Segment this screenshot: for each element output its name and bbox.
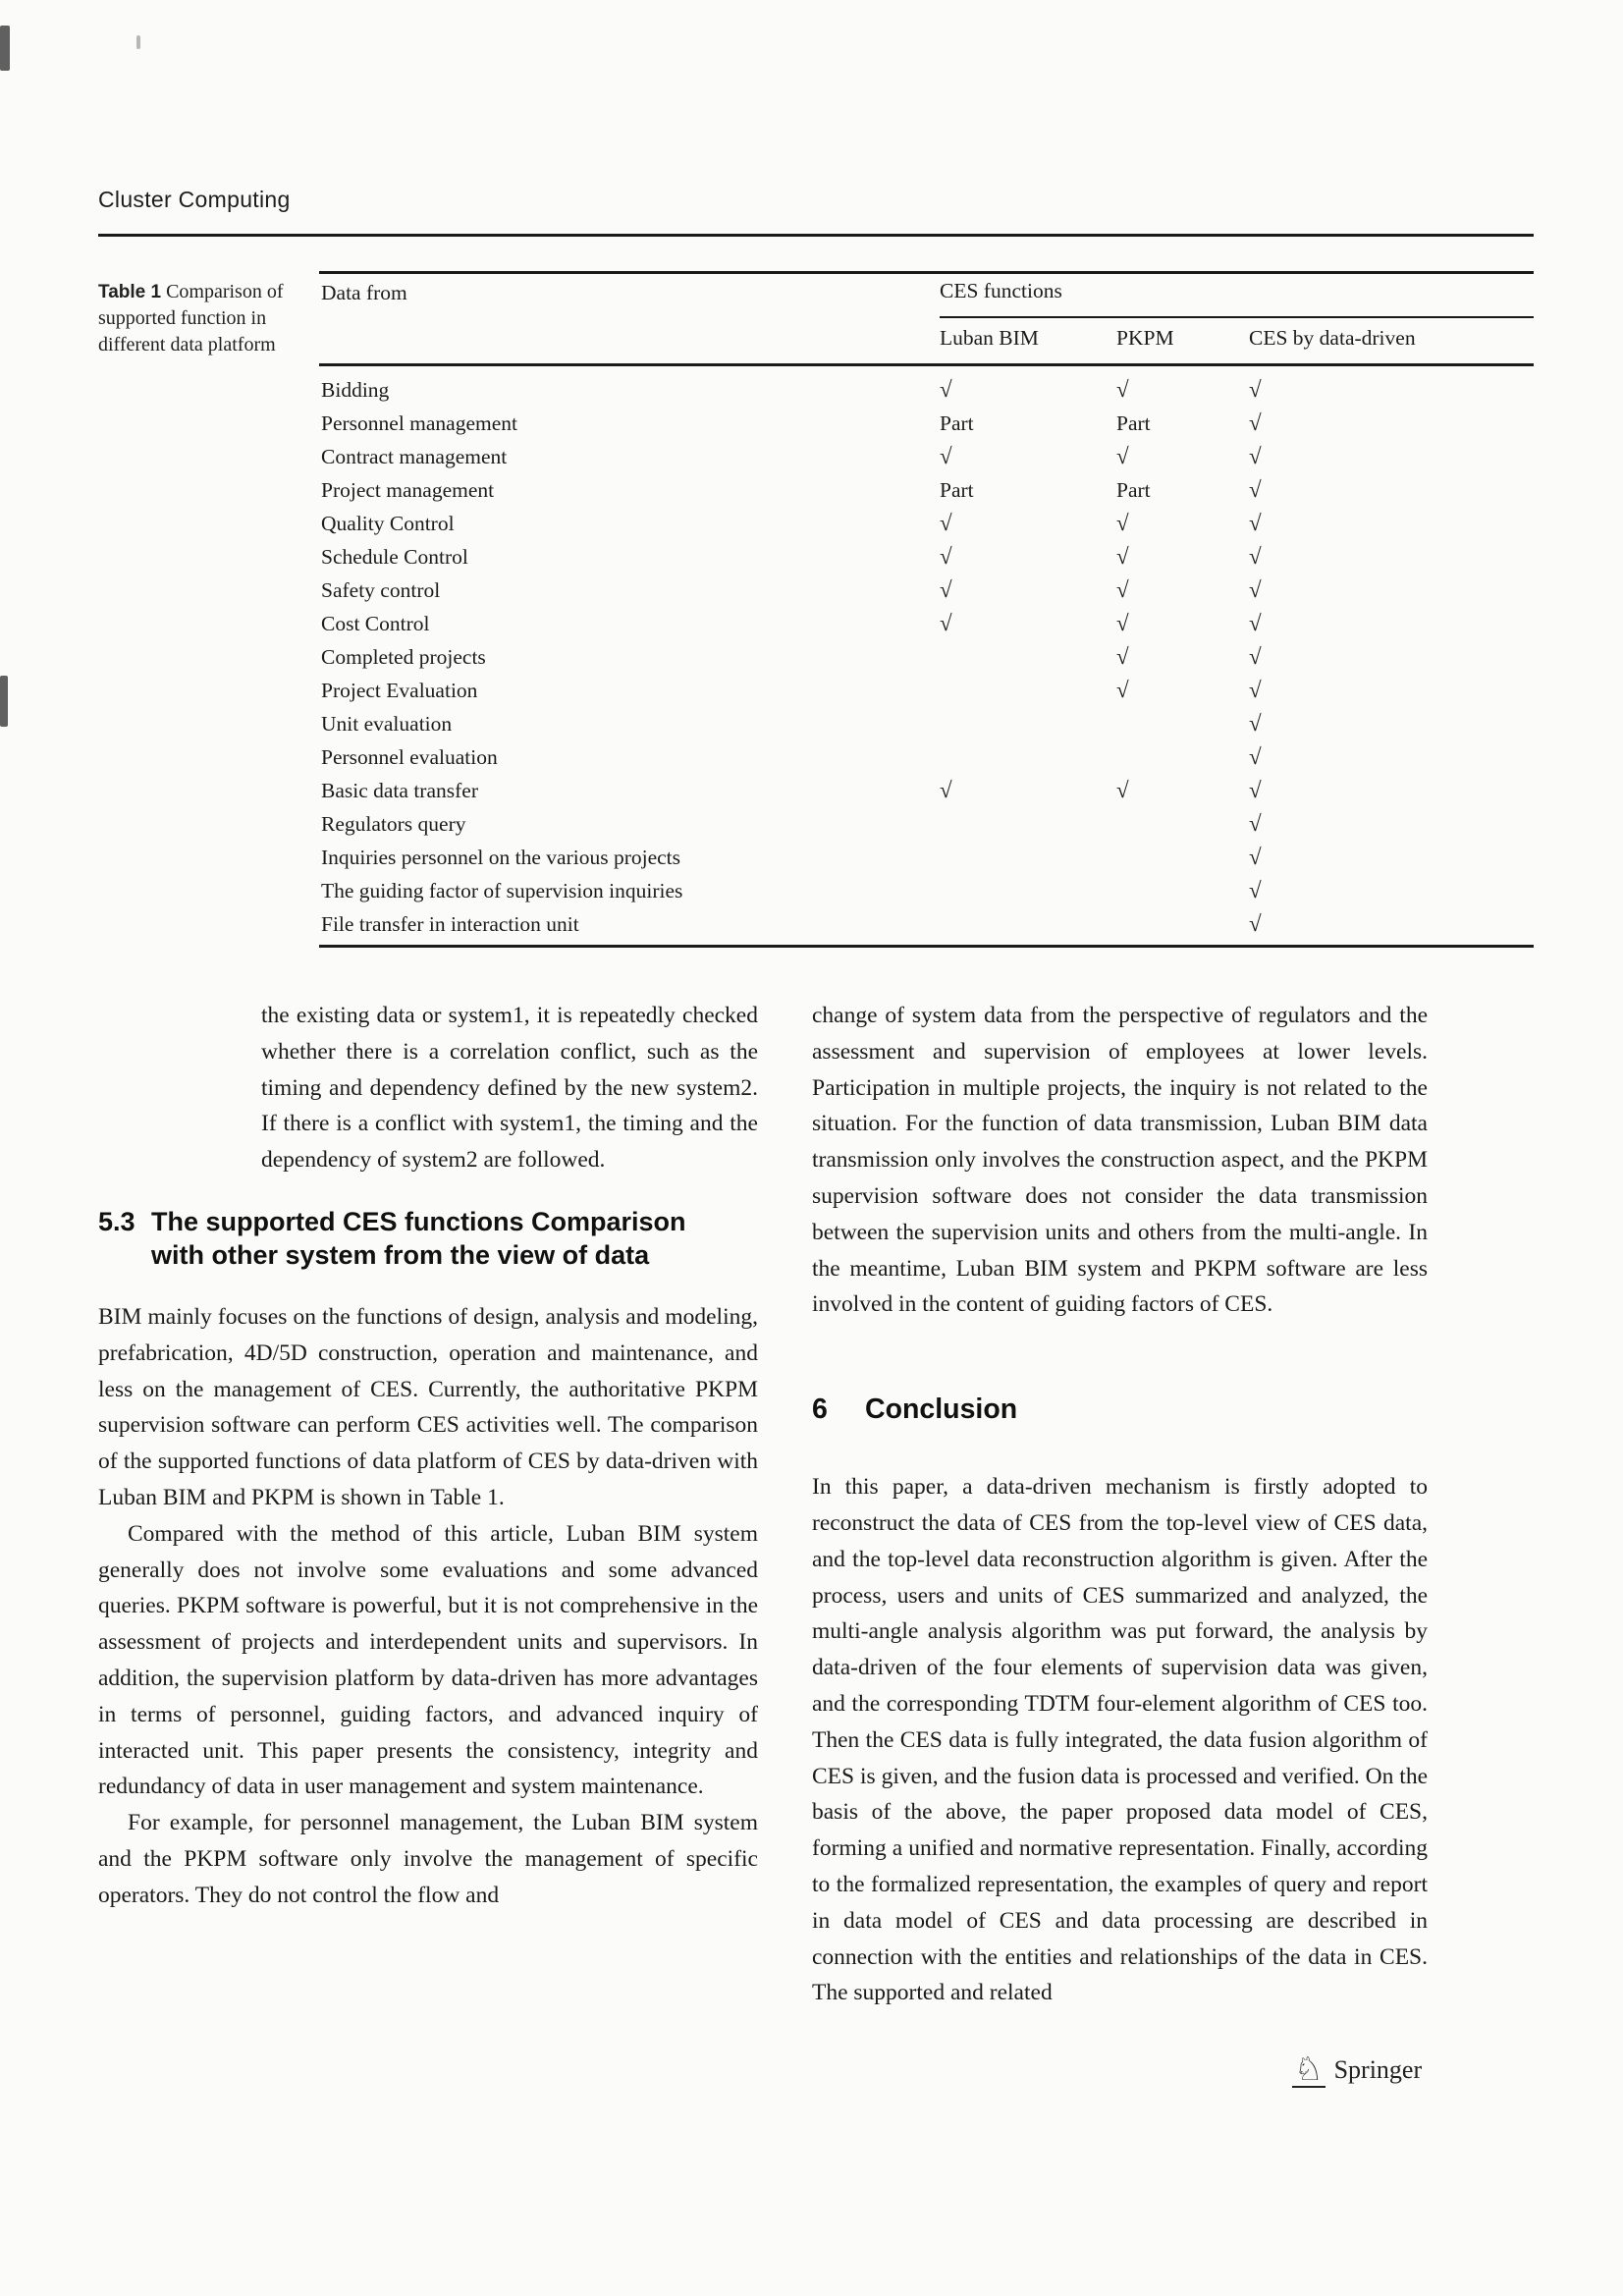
row-label: Unit evaluation [321,712,453,736]
check-mark: √ [1249,410,1262,435]
check-mark: √ [940,778,952,802]
row-label: The guiding factor of supervision inquiries [321,879,683,902]
check-mark: √ [940,577,952,602]
section-number: 5.3 [98,1206,135,1236]
journal-header: Cluster Computing [98,187,291,212]
table-row [319,807,1534,841]
left-text-column [98,998,758,1914]
part-value: Part [940,411,974,435]
table-row [319,640,1534,674]
column-header-data-from: Data from [321,281,407,304]
table-caption [98,279,322,358]
row-label: Cost Control [321,612,430,635]
section-title: The supported CES functions Comparison with other system from the view of data [151,1206,686,1270]
table-top-rule [319,271,1534,274]
check-mark: √ [1249,644,1262,669]
row-label: Personnel evaluation [321,745,498,769]
scan-artifact [136,35,140,49]
row-label: Completed projects [321,645,486,669]
row-label: Contract management [321,445,508,468]
check-mark: √ [1116,444,1129,468]
body-paragraph: In this paper, a data-driven mechanism is firstly adopted to reconstruct the data of CES from the top-level view of CES data, and the top-level data reconstruction algorithm is given. After the process, users and units of CES summarized and analyzed, the multi-angle analysis algorithm was put forward, the analysis by data-driven of the four elements of supervision data was given, and the corresponding TDTM four-element algorithm of CES too. Then the CES data is fully integrated, the data fusion algorithm of CES is given, and the fusion data is processed and verified. On the basis of the above, the paper proposed data model of CES, forming a unified and normative representation. Finally, according to the formalized representation, the examples of query and report in data model of CES and data processing are described in connection with the entities and relationships of the data in CES. The supported and related [812,1474,1428,2006]
row-label: Safety control [321,578,441,602]
empty-cell [1114,841,1247,874]
check-mark: √ [1249,444,1262,468]
table-bottom-rule [319,945,1534,948]
empty-cell [1114,907,1247,941]
springer-horse-icon: ♘ [1294,2050,1324,2088]
empty-cell [938,841,1114,874]
column-header-ces-data-driven: CES by data-driven [1249,326,1416,350]
body-paragraph: For example, for personnel management, the Luban BIM system and the PKPM software only involve the management of specific operators. They do not control the flow and [98,1810,758,1908]
check-mark: √ [1249,811,1262,836]
table-row [319,774,1534,807]
section-heading-6 [812,1393,1428,1426]
column-group-ces-functions: CES functions [940,279,1062,302]
check-mark: √ [1249,911,1262,936]
publisher-logo [1292,2052,1422,2088]
empty-cell [1114,874,1247,907]
empty-cell [938,740,1114,774]
check-mark: √ [1249,845,1262,869]
part-value: Part [1116,411,1151,435]
empty-cell [938,707,1114,740]
row-label: Project Evaluation [321,679,478,702]
table-row [319,907,1534,941]
scan-artifact [0,676,8,727]
check-mark: √ [940,377,952,402]
row-label: File transfer in interaction unit [321,912,579,936]
section-heading-5-3 [98,1205,758,1272]
column-header-luban-bim: Luban BIM [940,326,1039,350]
table-row [319,707,1534,740]
check-mark: √ [1249,678,1262,702]
check-mark: √ [1116,678,1129,702]
check-mark: √ [1249,611,1262,635]
check-mark: √ [1249,477,1262,502]
check-mark: √ [1249,744,1262,769]
table-body [319,373,1534,941]
table-row [319,874,1534,907]
table-caption-label: Table 1 [98,282,162,302]
check-mark: √ [940,511,952,535]
table-row [319,407,1534,440]
table-row [319,574,1534,607]
section-title: Conclusion [865,1394,1018,1426]
table-group-rule [940,316,1534,318]
row-label: Inquiries personnel on the various projects [321,846,681,869]
check-mark: √ [1116,544,1129,569]
body-paragraph: BIM mainly focuses on the functions of design, analysis and modeling, prefabrication, 4D/5D construction, operation and maintenance, and less on the management of CES. Currently, the authoritative PKPM supervision software can perform CES activities well. The comparison of the supported functions of data platform of CES by data-driven with Luban BIM and PKPM is shown in Table 1. [98,1303,758,1510]
scan-artifact [0,26,10,71]
row-label: Project management [321,478,495,502]
table-row [319,540,1534,574]
empty-cell [1114,807,1247,841]
table-row [319,740,1534,774]
check-mark: √ [1249,577,1262,602]
table-row [319,841,1534,874]
table-row [319,507,1534,540]
part-value: Part [1116,478,1151,502]
table-row [319,473,1534,507]
publisher-name: Springer [1333,2055,1423,2084]
body-paragraph: change of system data from the perspective of regulators and the assessment and supervision of employees at lower levels. Participation in multiple projects, the inquiry is not related to the situation. For the function of data transmission, Luban BIM data transmission only involves the construction aspect, and the PKPM supervision software does not consider the data transmission between the supervision units and others from the multi-angle. In the meantime, Luban BIM system and PKPM software are less involved in the content of guiding factors of CES. [812,1003,1428,1318]
part-value: Part [940,478,974,502]
check-mark: √ [1116,644,1129,669]
check-mark: √ [940,544,952,569]
table-row [319,607,1534,640]
table-row [319,440,1534,473]
empty-cell [938,907,1114,941]
check-mark: √ [1116,577,1129,602]
empty-cell [1114,707,1247,740]
check-mark: √ [1249,878,1262,902]
check-mark: √ [1116,778,1129,802]
check-mark: √ [1116,511,1129,535]
check-mark: √ [1116,377,1129,402]
empty-cell [938,874,1114,907]
table-caption-text: Comparison of supported function in different data platform [98,281,284,355]
right-text-column [812,998,1428,2011]
check-mark: √ [1249,377,1262,402]
body-paragraph: Compared with the method of this article, Luban BIM system generally does not involve some evaluations and some advanced queries. PKPM software is powerful, but it is not comprehensive in the assessment of projects and interdependent units and supervisors. In addition, the supervision platform by data-driven has more advantages in terms of personnel, guiding factors, and advanced inquiry of interacted unit. This paper presents the consistency, integrity and redundancy of data in user management and system maintenance. [98,1520,758,1800]
check-mark: √ [1249,711,1262,736]
section-number: 6 [812,1394,828,1426]
column-header-pkpm: PKPM [1116,326,1174,350]
continued-paragraph: the existing data or system1, it is repeatedly checked whether there is a correlation conflict, such as the timing and dependency defined by the new system2. If there is a conflict with system1, the timing and the dependency of system2 are followed. [261,1003,758,1174]
empty-cell [938,640,1114,674]
row-label: Regulators query [321,812,466,836]
check-mark: √ [1249,778,1262,802]
row-label: Personnel management [321,411,518,435]
table-row [319,674,1534,707]
row-label: Basic data transfer [321,779,478,802]
table-header-rule [319,363,1534,366]
row-label: Schedule Control [321,545,468,569]
empty-cell [1114,740,1247,774]
check-mark: √ [940,444,952,468]
check-mark: √ [1249,511,1262,535]
empty-cell [938,807,1114,841]
header-divider [98,234,1534,237]
check-mark: √ [1116,611,1129,635]
table-row [319,373,1534,407]
row-label: Bidding [321,378,390,402]
check-mark: √ [940,611,952,635]
row-label: Quality Control [321,512,455,535]
empty-cell [938,674,1114,707]
check-mark: √ [1249,544,1262,569]
